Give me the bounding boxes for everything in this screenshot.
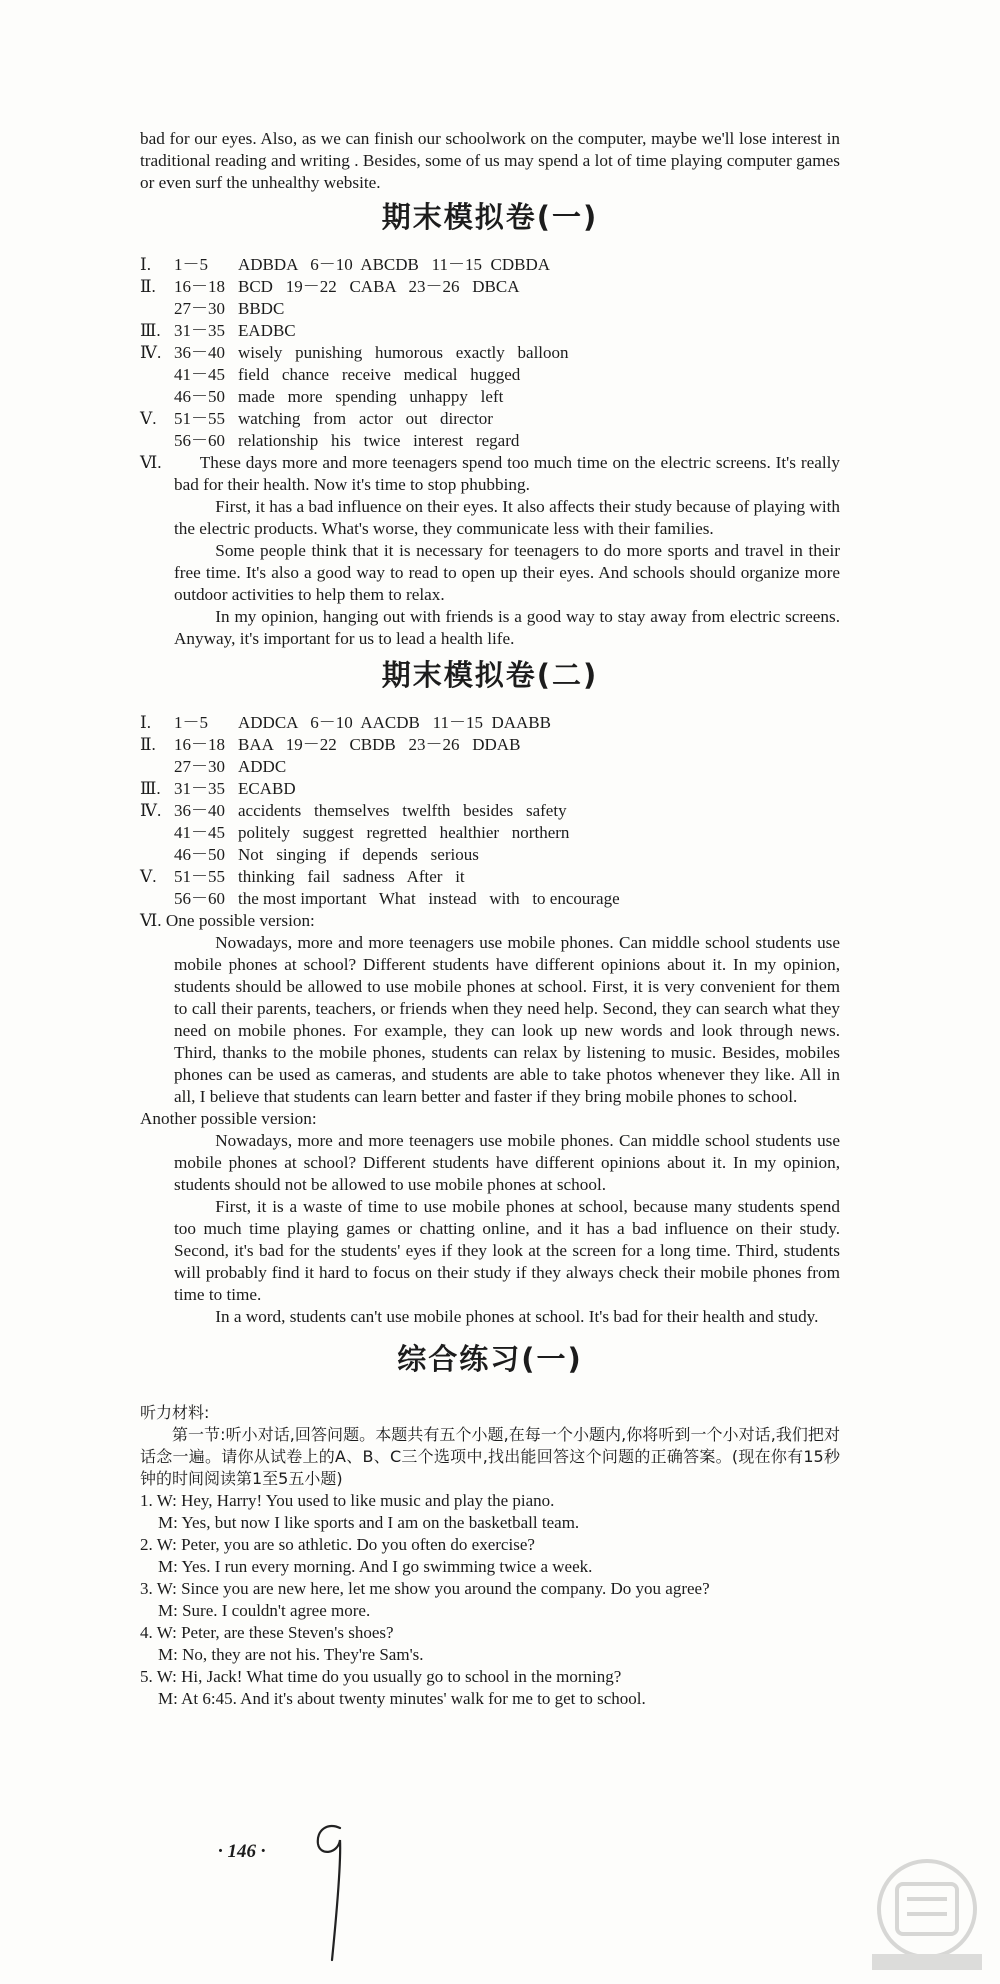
dialogue-woman-line: 5. W: Hi, Jack! What time do you usually go to school in the morning? <box>140 1667 622 1686</box>
exam2-answer-row-answers: the most important What instead with to encourage <box>238 889 620 908</box>
exam2-answer-row-answers: ADDCA 6－10 AACDB 11－15 DAABB <box>238 713 551 732</box>
exam2-title: 期末模拟卷(二) <box>381 658 599 692</box>
exam2-answer-row-label: Ⅴ. <box>140 867 157 886</box>
intro-paragraph: bad for our eyes. Also, as we can finish our schoolwork on the computer, maybe we'll lose interest in traditional reading and writing . Besides, some of us may spend a lot of time playing computer games or even surf the unhealthy website. <box>140 129 840 192</box>
exam1-answer-row-answers: field chance receive medical hugged <box>238 365 521 384</box>
handwritten-mark-icon <box>310 1820 350 1970</box>
exam1-answer-row-range: 31－35 <box>174 321 225 340</box>
dialogue-man-line: M: At 6:45. And it's about twenty minutes' walk for me to get to school. <box>158 1689 646 1708</box>
exam1-answer-row <box>140 276 840 298</box>
page-number: · 146 · <box>218 1841 266 1862</box>
watermark-seal-icon <box>862 1854 992 1974</box>
exam1-essay-p2: First, it has a bad influence on their eyes. It also affects their study because of playing with the electric products. What's worse, they communicate less with their families. <box>174 497 840 538</box>
exam1-answer-row-range: 56－60 <box>174 431 225 450</box>
page-content <box>140 128 840 1710</box>
exam2-essay-label: Ⅵ. One possible version: <box>140 911 315 930</box>
exam1-essay-p4: In my opinion, hanging out with friends is a good way to stay away from electric screens. Anyway, it's important for us to lead a health life. <box>174 607 840 648</box>
exam1-answer-row-label: Ⅰ. <box>140 255 151 274</box>
exam1-answer-row-label: Ⅲ. <box>140 321 161 340</box>
dialogue-man-line: M: Sure. I couldn't agree more. <box>158 1601 371 1620</box>
exam2-answer-row-label <box>140 756 174 778</box>
exam2-version1-p1: Nowadays, more and more teenagers use mobile phones. Can middle school students use mobile phones at school? Different students have different opinions about it. In my opinion, students should be allowed to use mobile phones at school. First, it is very convenient for them to call their parents, teachers, or friends when they need help. Second, they can search what they need on mobile phones. For example, they can look up new words and look through news. Third, thanks to the mobile phones, students can relax by listening to music. Besides, mobiles phones can be used as cameras, and students are able to take photos whenever they like. All in all, I believe that students can learn better and faster if they bring mobile phones to school. <box>174 933 840 1106</box>
exam1-answer-row-answers: BCD 19－22 CABA 23－26 DBCA <box>238 277 520 296</box>
exam1-answer-row <box>140 364 840 386</box>
exam2-answer-row-range: 46－50 <box>174 845 225 864</box>
dialogue-woman-line: 1. W: Hey, Harry! You used to like music and play the piano. <box>140 1491 555 1510</box>
exam1-answer-row-label <box>140 364 174 386</box>
exam2-answer-row-range: 27－30 <box>174 757 225 776</box>
exam2-answer-row-label: Ⅲ. <box>140 779 161 798</box>
exam1-answer-row-label: Ⅱ. <box>140 277 156 296</box>
exam2-answer-row-answers: accidents themselves twelfth besides safety <box>238 801 567 820</box>
exam2-answer-row-label: Ⅳ. <box>140 801 162 820</box>
exam1-answer-row-range: 1－5 <box>174 255 208 274</box>
exam1-essay-p1: These days more and more teenagers spend too much time on the electric screens. It's really bad for their health. Now it's time to stop phubbing. <box>174 453 840 494</box>
exam2-answer-row-answers: politely suggest regretted healthier northern <box>238 823 570 842</box>
exam2-version2-p2: First, it is a waste of time to use mobile phones at school, because many students spend too much time playing games or chatting online, and it has a bad influence on their study. Second, it's bad for the students' eyes if they look at the screen for a long time. Third, students will probably find it hard to focus on their study if they always check their mobile phones from time to time. <box>174 1197 840 1304</box>
exam2-version2-p3: In a word, students can't use mobile phones at school. It's bad for their health and study. <box>215 1307 819 1326</box>
dialogue-woman-line: 3. W: Since you are new here, let me show you around the company. Do you agree? <box>140 1579 710 1598</box>
exam2-answer-row-answers: Not singing if depends serious <box>238 845 479 864</box>
dialogue-man-line: M: Yes, but now I like sports and I am on the basketball team. <box>158 1513 580 1532</box>
exam2-answer-row <box>140 888 840 910</box>
exam1-answer-row-range: 36－40 <box>174 343 225 362</box>
exam2-answer-row-range: 56－60 <box>174 889 225 908</box>
exam1-answer-row <box>140 386 840 408</box>
exam2-answer-row <box>140 734 840 756</box>
exam2-answer-row-label <box>140 844 174 866</box>
exam1-answer-row-answers: ADBDA 6－10 ABCDB 11－15 CDBDA <box>238 255 551 274</box>
dialogue-man-line: M: No, they are not his. They're Sam's. <box>158 1645 424 1664</box>
exam1-essay-label: Ⅵ. <box>140 453 162 472</box>
exam2-answer-row-answers: BAA 19－22 CBDB 23－26 DDAB <box>238 735 521 754</box>
exam1-answer-row-range: 41－45 <box>174 365 225 384</box>
practice1-title: 综合练习(一) <box>397 1342 583 1376</box>
exam2-answer-row-answers: ECABD <box>238 779 296 798</box>
exam2-answer-row-range: 36－40 <box>174 801 225 820</box>
dialogue-woman-line: 4. W: Peter, are these Steven's shoes? <box>140 1623 394 1642</box>
exam2-another-label: Another possible version: <box>140 1109 317 1128</box>
listening-material-label: 听力材料: <box>140 1403 210 1422</box>
dialogue-list <box>140 1490 840 1710</box>
exam1-answer-row-answers: EADBC <box>238 321 296 340</box>
exam1-answer-row-label <box>140 386 174 408</box>
exam2-answer-row <box>140 866 840 888</box>
exam1-title: 期末模拟卷(一) <box>381 200 599 234</box>
exam1-answer-row-range: 16－18 <box>174 277 225 296</box>
exam2-answer-row-range: 1－5 <box>174 713 208 732</box>
exam2-version2-p1: Nowadays, more and more teenagers use mobile phones. Can middle school students use mobile phones at school? Different students have different opinions about it. In my opinion, students should not be allowed to use mobile phones at school. <box>174 1131 840 1194</box>
exam2-answer-row-label <box>140 888 174 910</box>
exam1-answer-row-answers: made more spending unhappy left <box>238 387 504 406</box>
exam2-answer-row <box>140 756 840 778</box>
exam1-answer-row-answers: BBDC <box>238 299 285 318</box>
exam1-answer-row-range: 51－55 <box>174 409 225 428</box>
exam2-answer-row-answers: thinking fail sadness After it <box>238 867 465 886</box>
exam2-answer-row-answers: ADDC <box>238 757 287 776</box>
dialogue-woman-line: 2. W: Peter, you are so athletic. Do you often do exercise? <box>140 1535 535 1554</box>
exam1-answer-row <box>140 298 840 320</box>
exam1-answer-row-label <box>140 298 174 320</box>
exam1-answer-row-label: Ⅴ. <box>140 409 157 428</box>
exam1-answer-row <box>140 320 840 342</box>
exam1-answer-row-label: Ⅳ. <box>140 343 162 362</box>
exam2-answer-row-range: 41－45 <box>174 823 225 842</box>
exam1-answer-row <box>140 254 840 276</box>
exam1-answer-row <box>140 342 840 364</box>
exam1-answer-row <box>140 430 840 452</box>
exam1-answer-row-answers: relationship his twice interest regard <box>238 431 520 450</box>
exam2-answer-row <box>140 712 840 734</box>
exam2-answer-row <box>140 800 840 822</box>
exam2-answer-row <box>140 844 840 866</box>
exam1-answer-row-answers: watching from actor out director <box>238 409 493 428</box>
exam2-answer-row-range: 16－18 <box>174 735 225 754</box>
exam1-answer-row-range: 27－30 <box>174 299 225 318</box>
exam1-answers <box>140 254 840 452</box>
exam1-answer-row-range: 46－50 <box>174 387 225 406</box>
exam2-answer-row-range: 31－35 <box>174 779 225 798</box>
listening-instruction: 第一节:听小对话,回答问题。本题共有五个小题,在每一个小题内,你将听到一个小对话,我们把对话念一遍。请你从试卷上的A、B、C三个选项中,找出能回答这个问题的正确答案。(现在你有15秒钟的时间阅读第1至5五小题) <box>140 1425 840 1488</box>
exam2-answer-row-label: Ⅱ. <box>140 735 156 754</box>
exam1-essay-p3: Some people think that it is necessary for teenagers to do more sports and travel in their free time. It's also a good way to read to open up their eyes. And schools should organize more outdoor activities to help them to relax. <box>174 541 840 604</box>
exam1-answer-row-label <box>140 430 174 452</box>
exam1-answer-row-answers: wisely punishing humorous exactly balloon <box>238 343 569 362</box>
exam2-answers <box>140 712 840 910</box>
exam2-answer-row-label <box>140 822 174 844</box>
exam2-answer-row-range: 51－55 <box>174 867 225 886</box>
exam2-answer-row <box>140 822 840 844</box>
dialogue-man-line: M: Yes. I run every morning. And I go swimming twice a week. <box>158 1557 593 1576</box>
exam1-answer-row <box>140 408 840 430</box>
exam2-answer-row-label: Ⅰ. <box>140 713 151 732</box>
exam1-essay <box>140 452 840 650</box>
exam2-answer-row <box>140 778 840 800</box>
